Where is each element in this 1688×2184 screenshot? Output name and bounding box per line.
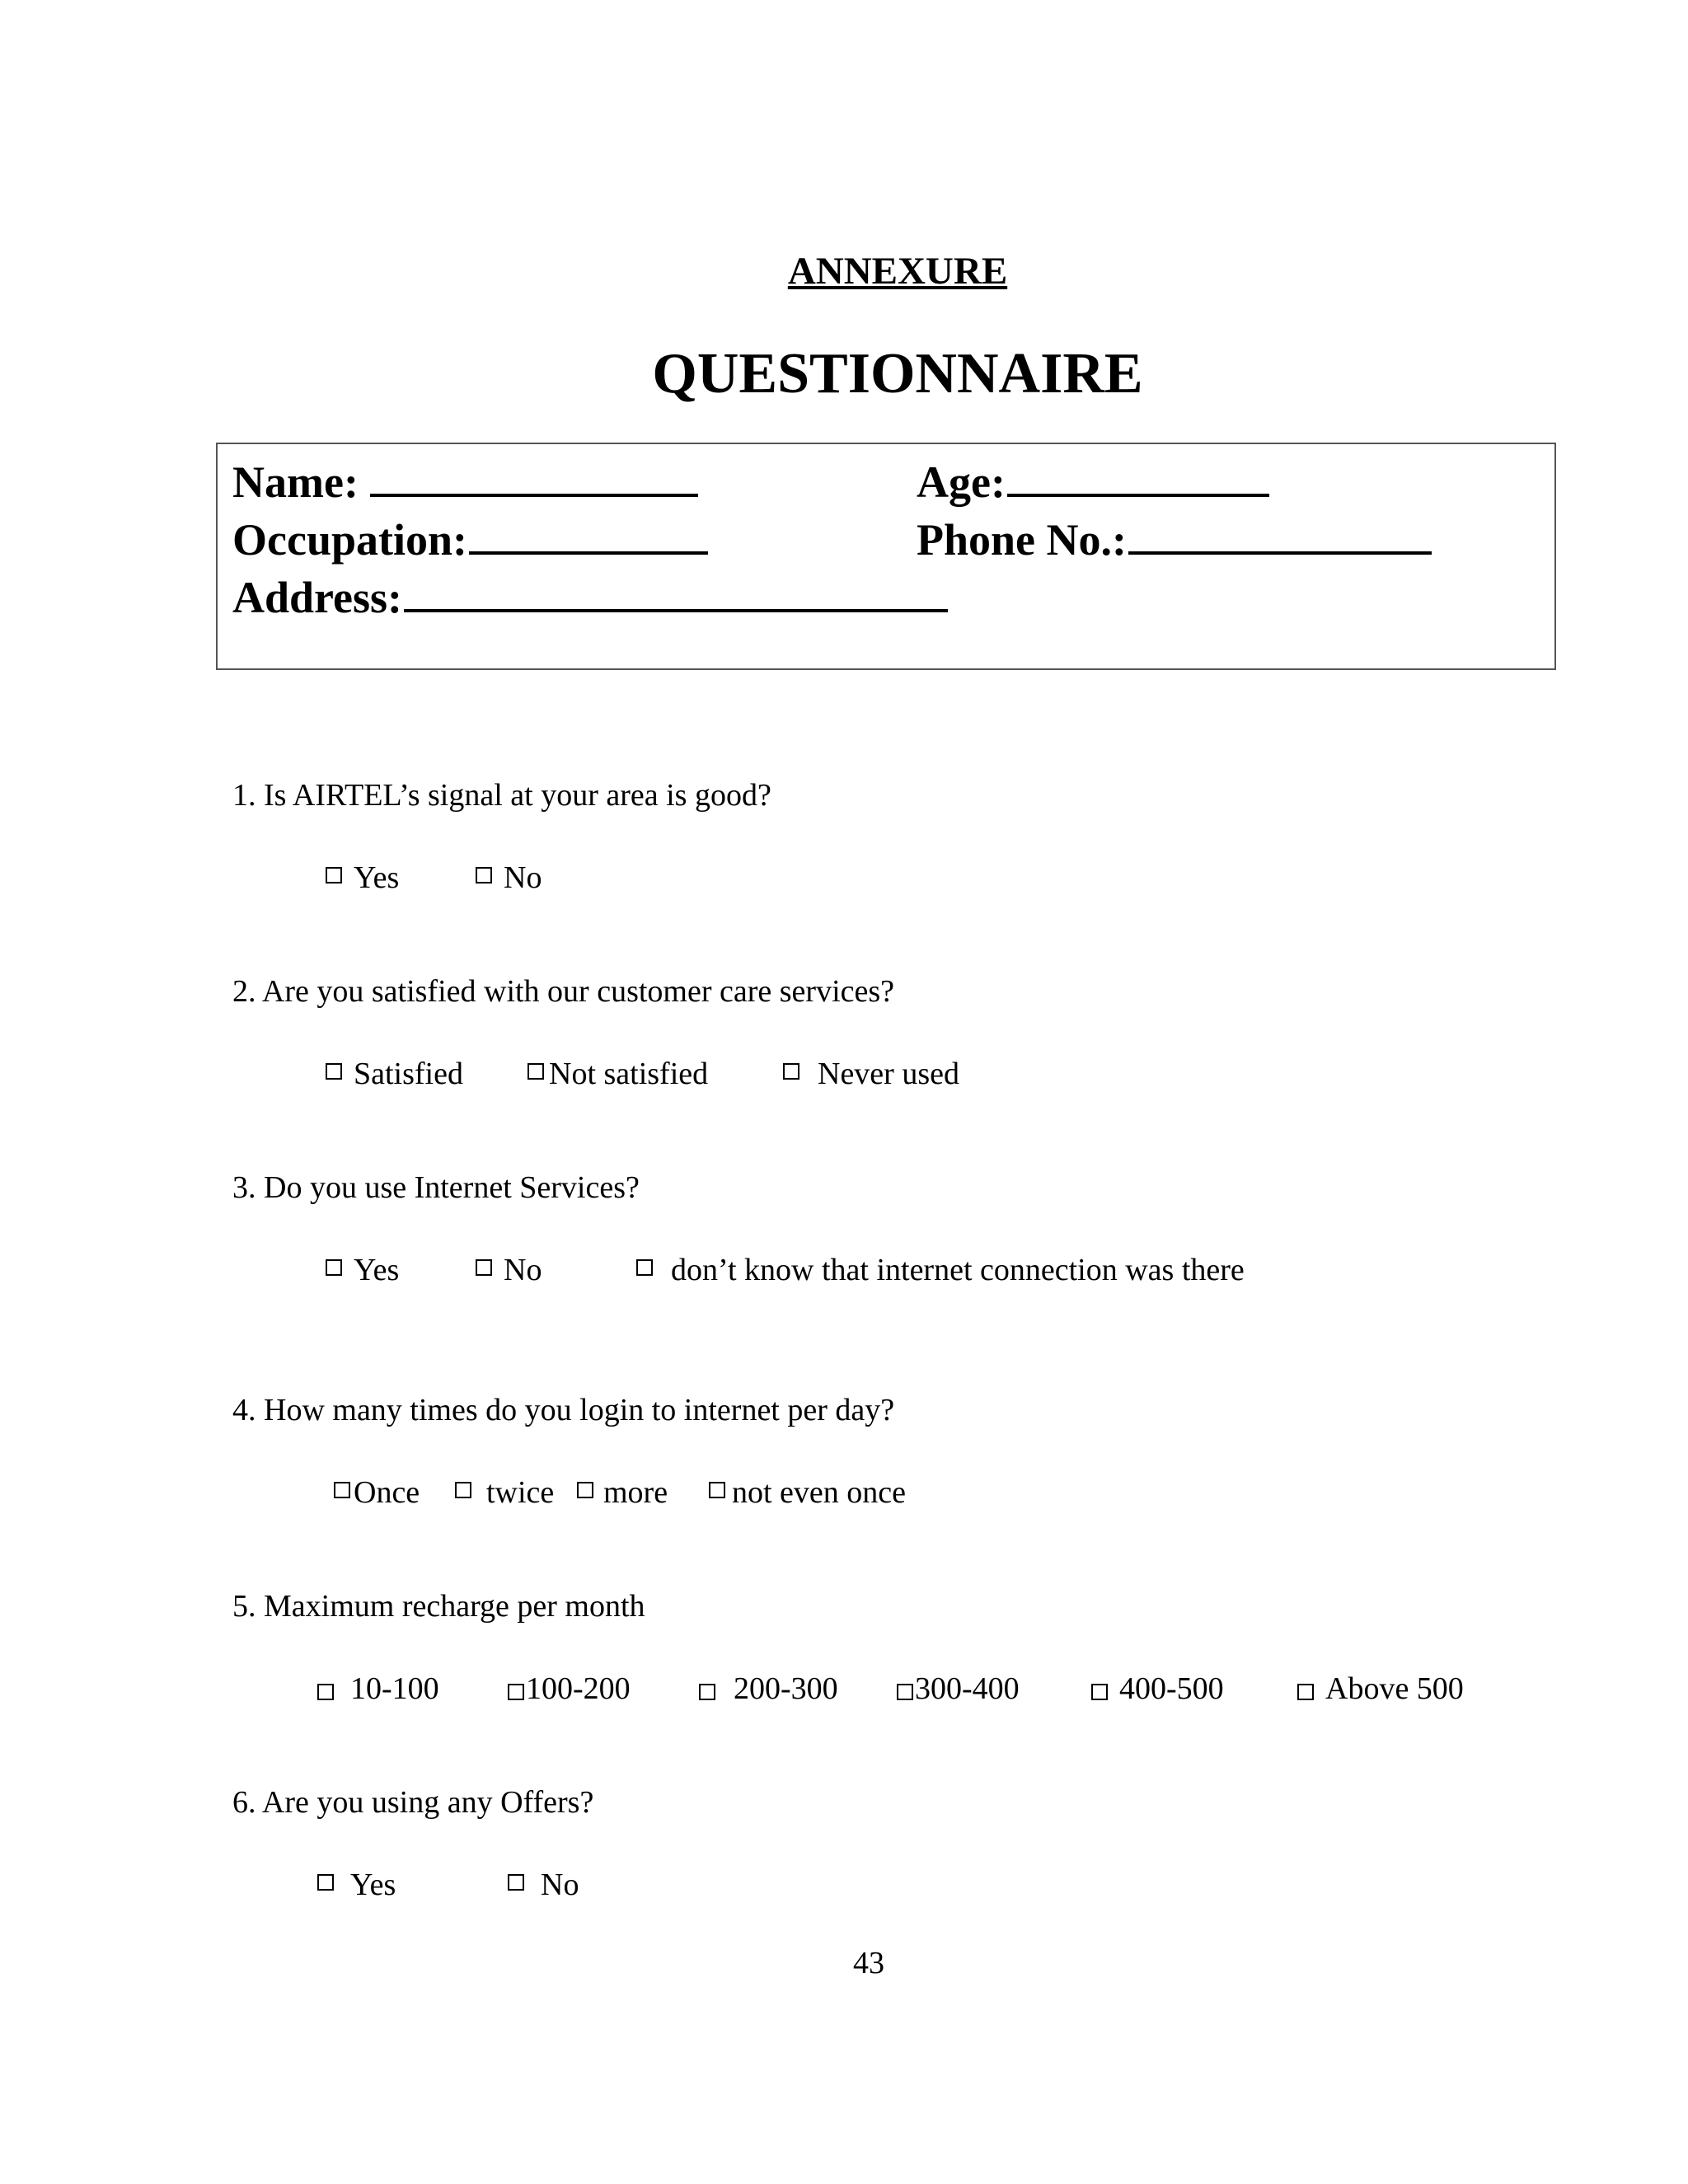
age-field[interactable]	[917, 456, 1269, 507]
option-label: 10-100	[350, 1671, 439, 1706]
question-1: 1. Is AIRTEL’s signal at your area is good?	[232, 778, 771, 813]
checkbox-icon[interactable]	[334, 1482, 350, 1498]
phone-blank[interactable]	[1128, 513, 1432, 555]
q5-option-above-500[interactable]	[1297, 1673, 1464, 1704]
q2-option-never-used[interactable]	[783, 1058, 959, 1090]
annexure-heading: ANNEXURE	[787, 250, 1008, 293]
checkbox-icon[interactable]	[1091, 1684, 1108, 1700]
phone-field[interactable]	[917, 513, 1432, 565]
option-label: 400-500	[1119, 1671, 1224, 1706]
q6-option-no[interactable]	[508, 1869, 579, 1900]
option-label: don’t know that internet connection was there	[671, 1253, 1245, 1287]
question-2: 2. Are you satisfied with our customer care services?	[232, 974, 895, 1009]
checkbox-icon[interactable]	[317, 1684, 334, 1700]
checkbox-icon[interactable]	[326, 1063, 342, 1080]
question-6: 6. Are you using any Offers?	[232, 1785, 594, 1820]
q3-option-yes[interactable]	[326, 1254, 399, 1286]
option-label: No	[541, 1868, 579, 1902]
checkbox-icon[interactable]	[699, 1684, 715, 1700]
age-blank[interactable]	[1007, 456, 1269, 497]
name-blank[interactable]	[370, 456, 698, 497]
option-label: 200-300	[734, 1671, 838, 1706]
occupation-field[interactable]	[232, 513, 708, 565]
checkbox-icon[interactable]	[636, 1259, 653, 1276]
checkbox-icon[interactable]	[709, 1482, 725, 1498]
option-label: not even once	[732, 1475, 907, 1510]
checkbox-icon[interactable]	[528, 1063, 544, 1080]
option-label: 100-200	[526, 1671, 631, 1706]
checkbox-icon[interactable]	[897, 1684, 913, 1700]
page-number: 43	[853, 1946, 884, 1980]
q5-option-10-100[interactable]	[317, 1673, 439, 1704]
checkbox-icon[interactable]	[577, 1482, 593, 1498]
q2-option-satisfied[interactable]	[326, 1058, 463, 1090]
q1-option-no[interactable]	[476, 862, 542, 893]
occupation-label: Occupation:	[232, 515, 468, 565]
address-blank[interactable]	[404, 571, 948, 612]
option-label: 300-400	[915, 1671, 1020, 1706]
address-field[interactable]	[232, 571, 948, 620]
option-label: more	[603, 1475, 668, 1510]
q2-option-not-satisfied[interactable]	[528, 1058, 708, 1090]
checkbox-icon[interactable]	[317, 1874, 334, 1891]
question-3: 3. Do you use Internet Services?	[232, 1170, 640, 1205]
option-label: Once	[354, 1475, 420, 1510]
question-4: 4. How many times do you login to internet per day?	[232, 1393, 895, 1427]
checkbox-icon[interactable]	[476, 867, 492, 883]
q5-option-100-200[interactable]	[508, 1673, 631, 1704]
q3-option-no[interactable]	[476, 1254, 542, 1286]
q1-option-yes[interactable]	[326, 862, 399, 893]
option-label: Never used	[818, 1057, 959, 1091]
option-label: Satisfied	[354, 1057, 463, 1091]
page-title: QUESTIONNAIRE	[652, 342, 1143, 405]
option-label: No	[504, 860, 542, 895]
q4-option-more[interactable]	[577, 1477, 668, 1508]
checkbox-icon[interactable]	[1297, 1684, 1314, 1700]
age-label: Age:	[917, 457, 1006, 507]
q4-option-once[interactable]	[334, 1477, 420, 1508]
option-label: Yes	[354, 860, 400, 895]
q5-option-400-500[interactable]	[1091, 1673, 1224, 1704]
checkbox-icon[interactable]	[476, 1259, 492, 1276]
checkbox-icon[interactable]	[508, 1684, 524, 1700]
option-label: Not satisfied	[549, 1057, 709, 1091]
personal-info-box	[216, 443, 1556, 670]
address-label: Address:	[232, 573, 403, 622]
option-label: No	[504, 1253, 542, 1287]
option-label: twice	[486, 1475, 555, 1510]
q4-option-not-even-once[interactable]	[709, 1477, 906, 1508]
q5-option-300-400[interactable]	[897, 1673, 1020, 1704]
option-label: Yes	[350, 1868, 396, 1902]
name-field[interactable]	[232, 456, 698, 507]
checkbox-icon[interactable]	[326, 867, 342, 883]
checkbox-icon[interactable]	[455, 1482, 471, 1498]
q4-option-twice[interactable]	[455, 1477, 554, 1508]
q3-option-dont-know[interactable]	[636, 1254, 1245, 1286]
checkbox-icon[interactable]	[783, 1063, 799, 1080]
q6-option-yes[interactable]	[317, 1869, 396, 1900]
occupation-blank[interactable]	[469, 513, 708, 555]
option-label: Above 500	[1325, 1671, 1464, 1706]
checkbox-icon[interactable]	[508, 1874, 524, 1891]
question-5: 5. Maximum recharge per month	[232, 1589, 645, 1624]
checkbox-icon[interactable]	[326, 1259, 342, 1276]
option-label: Yes	[354, 1253, 400, 1287]
q5-option-200-300[interactable]	[699, 1673, 838, 1704]
phone-label: Phone No.:	[917, 515, 1127, 565]
name-label: Name:	[232, 457, 359, 507]
